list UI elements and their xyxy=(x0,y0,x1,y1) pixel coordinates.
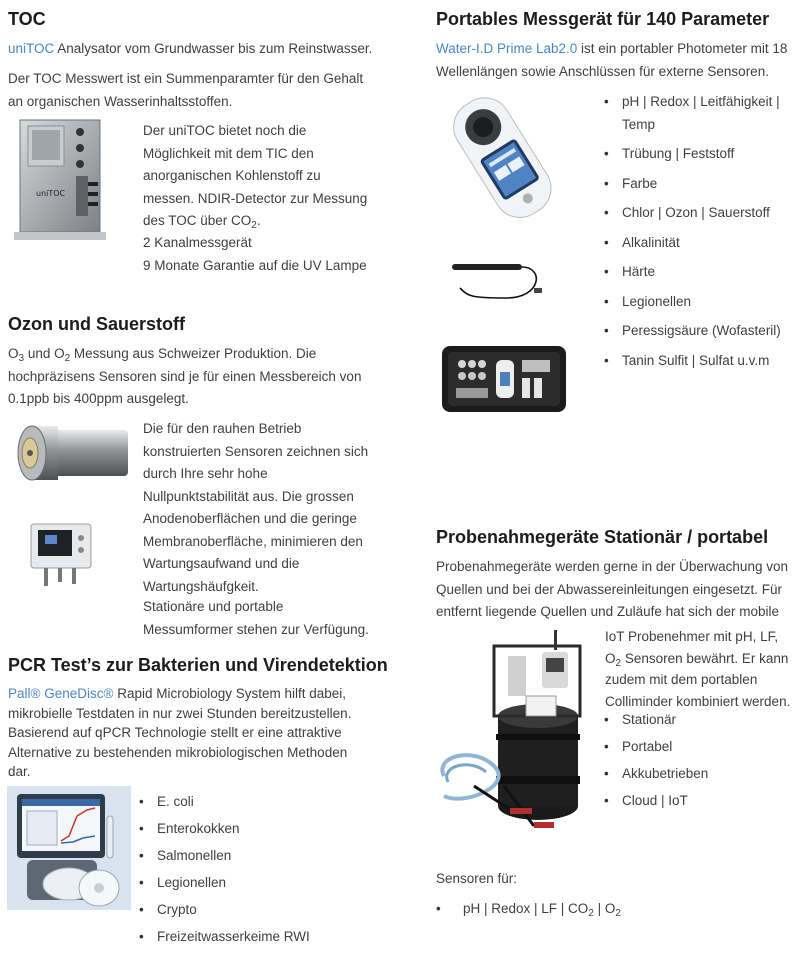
list-item: • Akkubetrieben xyxy=(604,760,708,787)
ozon-transmitter-text: Stationäre und portable Messumformer stehen zur Verfügung. xyxy=(143,599,369,637)
pcr-title: PCR Test’s zur Bakterien und Virendetektion xyxy=(8,655,388,675)
list-item: • Portabel xyxy=(604,733,708,760)
list-item: • Härte xyxy=(604,261,794,284)
list-item: • E. coli xyxy=(139,788,310,815)
ozon-intro: $O_3$ und $O_2$ Messung aus Schweizer Produktion. Die hochpräzisens Sensoren sind je für einen Messbereich von 0.1ppb bis 400ppm ausgelegt. xyxy=(8,346,362,406)
ozon-title: Ozon und Sauerstoff xyxy=(8,314,185,334)
list-item: • Crypto xyxy=(139,896,310,923)
unitoc-device-label: uniTOC xyxy=(36,189,66,198)
ozon-description: Die für den rauhen Betrieb konstruierten Sensoren zeichnen sich durch Ihre sehr hohe Nullpunktstabilität aus. Die grossen Anodenoberflächen und die geringe Membranoberfläche, minimieren den Wartungsaufwand und die Wartungshäufgkeit. xyxy=(143,421,369,594)
photometer-image xyxy=(440,96,564,222)
unitoc-device-image xyxy=(14,118,106,242)
list-item: • Peressigsäure (Wofasteril) xyxy=(604,320,794,343)
list-item: • Chlor | Ozon | Sauerstoff xyxy=(604,202,794,225)
proben-feature-list xyxy=(604,706,708,814)
pcr-intro: Pall® GeneDisc® Rapid Microbiology System hilft dabei, mikrobielle Testdaten in nur zwei Stunden bereitzustellen. Basierend auf qPCR Technologie stellt er eine attraktive Alternative zu bestehenden mikrobiologischen Methoden dar. xyxy=(8,686,352,779)
toc-title: TOC xyxy=(8,9,46,29)
list-item: • Tanin Sulfit | Sulfat u.v.m xyxy=(604,350,794,373)
ozon-sensor-image xyxy=(10,420,130,486)
list-item: • Enterokokken xyxy=(139,815,310,842)
list-item: • Legionellen xyxy=(139,869,310,896)
list-item: • Alkalinität xyxy=(604,232,794,255)
list-item: • pH | Redox | LF | $CO_2$ | $O_2$ xyxy=(436,898,621,921)
sensoren-list xyxy=(436,898,621,921)
list-item: • Stationär xyxy=(604,706,708,733)
proben-intro: Probenahmegeräte werden gerne in der Überwachung von Quellen und bei der Abwassereinleitungen eingesetzt. Für entfernt liegende Quellen und Zuläufe hat sich der mobile xyxy=(436,559,788,619)
genedisc-device-image xyxy=(7,786,131,910)
portable-title: Portables Messgerät für 140 Parameter xyxy=(436,9,770,29)
genedisc-link[interactable]: Pall® GeneDisc® xyxy=(8,686,114,701)
list-item: • Freizeitwasserkeime RWI xyxy=(139,923,310,950)
pcr-list xyxy=(139,788,310,950)
toc-intro: uniTOC Analysator vom Grundwasser bis zum Reinstwasser. xyxy=(8,41,373,56)
list-item: • Farbe xyxy=(604,173,794,196)
prime-lab-link[interactable]: Water-I.D Prime Lab2.0 xyxy=(436,41,578,56)
list-item: • pH | Redox | Leitfähigkeit | Temp xyxy=(604,91,794,136)
proben-iot-text: IoT Probenehmer mit pH, LF, $O_2$ Sensoren bewährt. Er kann zudem mit dem portablen Colliminder kombiniert werden. xyxy=(605,629,791,709)
sensoren-label: Sensoren für: xyxy=(436,871,518,886)
list-item: • Salmonellen xyxy=(139,842,310,869)
unitoc-link[interactable]: uniTOC xyxy=(8,41,55,56)
toc-garantie: 9 Monate Garantie auf die UV Lampe xyxy=(143,258,367,273)
sampler-image xyxy=(434,626,596,838)
list-item: • Legionellen xyxy=(604,291,794,314)
ozon-transmitter-image xyxy=(28,520,94,590)
toc-description: Der TOC Messwert ist ein Summenparamter für den Gehalt an organischen Wasserinhaltsstoffen. xyxy=(8,71,364,109)
sensor-probe-image xyxy=(446,258,546,304)
toc-kanal: 2 Kanalmessgerät xyxy=(143,235,252,250)
toc-features: Der uniTOC bietet noch die Möglichkeit mit dem TIC den anorganischen Kohlenstoff zu messen. NDIR-Detector zur Messung des TOC über $CO_2$. xyxy=(143,123,368,231)
portable-intro: Water-I.D Prime Lab2.0 ist ein portabler Photometer mit 18 Wellenlängen sowie Anschlüssen für externe Sensoren. xyxy=(436,41,788,79)
portable-parameter-list xyxy=(604,91,794,379)
list-item: • Trübung | Feststoff xyxy=(604,143,794,166)
list-item: • Cloud | IoT xyxy=(604,787,708,814)
proben-title: Probenahmegeräte Stationär / portabel xyxy=(436,527,769,547)
photometer-case-image xyxy=(438,340,570,416)
